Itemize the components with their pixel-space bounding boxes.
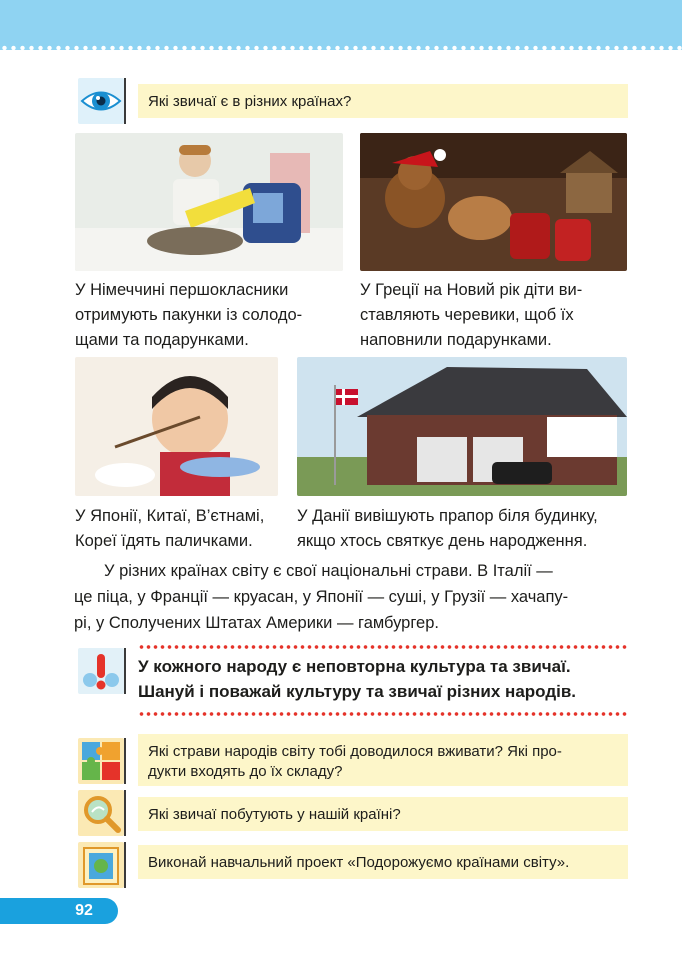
caption-denmark — [297, 504, 627, 554]
puzzle-icon — [78, 738, 124, 784]
photo-germany — [75, 133, 343, 271]
caption-line: якщо хтось святкує день народження. — [297, 532, 588, 550]
caption-line: У Данії вивішують прапор біля будинку, — [297, 507, 598, 525]
caption-line: наповнили подарунками. — [360, 331, 552, 349]
exclamation-icon — [78, 648, 124, 694]
task-line: Виконай навчальний проект «Подорожуємо країнами світу». — [148, 854, 570, 871]
caption-line: ставляють черевики, щоб їх — [360, 306, 574, 324]
question-bar — [138, 84, 628, 118]
project-icon — [78, 842, 124, 888]
caption-asia — [75, 504, 278, 554]
dotted-separator-bottom — [138, 712, 628, 716]
task-2-bar — [138, 797, 628, 831]
caption-line: отримують пакунки із солодо- — [75, 306, 303, 324]
task-3-bar — [138, 845, 628, 879]
paragraph-line: рі, у Сполучених Штатах Америки — гамбургер. — [74, 614, 439, 632]
magnifier-icon — [78, 790, 124, 836]
header-band — [0, 0, 682, 50]
caption-germany — [75, 278, 343, 353]
photo-denmark — [297, 357, 627, 496]
paragraph-line: У різних країнах світу є свої національні страви. В Італії — — [104, 562, 553, 580]
caption-line: щами та подарунками. — [75, 331, 249, 349]
question-text: Які звичаї є в різних країнах? — [148, 93, 352, 110]
dotted-separator-top — [138, 645, 628, 649]
caption-line: У Греції на Новий рік діти ви- — [360, 281, 583, 299]
caption-greece — [360, 278, 627, 353]
caption-line: У Німеччині першокласники — [75, 281, 289, 299]
caption-line: У Японії, Китаї, В’єтнамі, — [75, 507, 265, 525]
header-dotted-edge — [0, 44, 682, 52]
rule-line: У кожного народу є неповторна культура та звичаї. — [138, 657, 571, 676]
rule-line: Шануй і поважай культуру та звичаї різних народів. — [138, 682, 577, 701]
task-line: Які страви народів світу тобі доводилося вживати? Які про- — [148, 743, 562, 760]
task-1-bar — [138, 734, 628, 786]
photo-asia — [75, 357, 278, 496]
national-dishes-paragraph — [74, 558, 626, 636]
photo-greece — [360, 133, 627, 271]
paragraph-line: це піца, у Франції — круасан, у Японії — суші, у Грузії — хачапу- — [74, 588, 569, 606]
task-line: Які звичаї побутують у нашій країні? — [148, 806, 401, 823]
rule-text — [138, 654, 630, 704]
task-line: дукти входять до їх складу? — [148, 763, 343, 780]
caption-line: Кореї їдять паличками. — [75, 532, 253, 550]
eye-icon — [78, 78, 124, 124]
page-number: 92 — [75, 902, 93, 919]
